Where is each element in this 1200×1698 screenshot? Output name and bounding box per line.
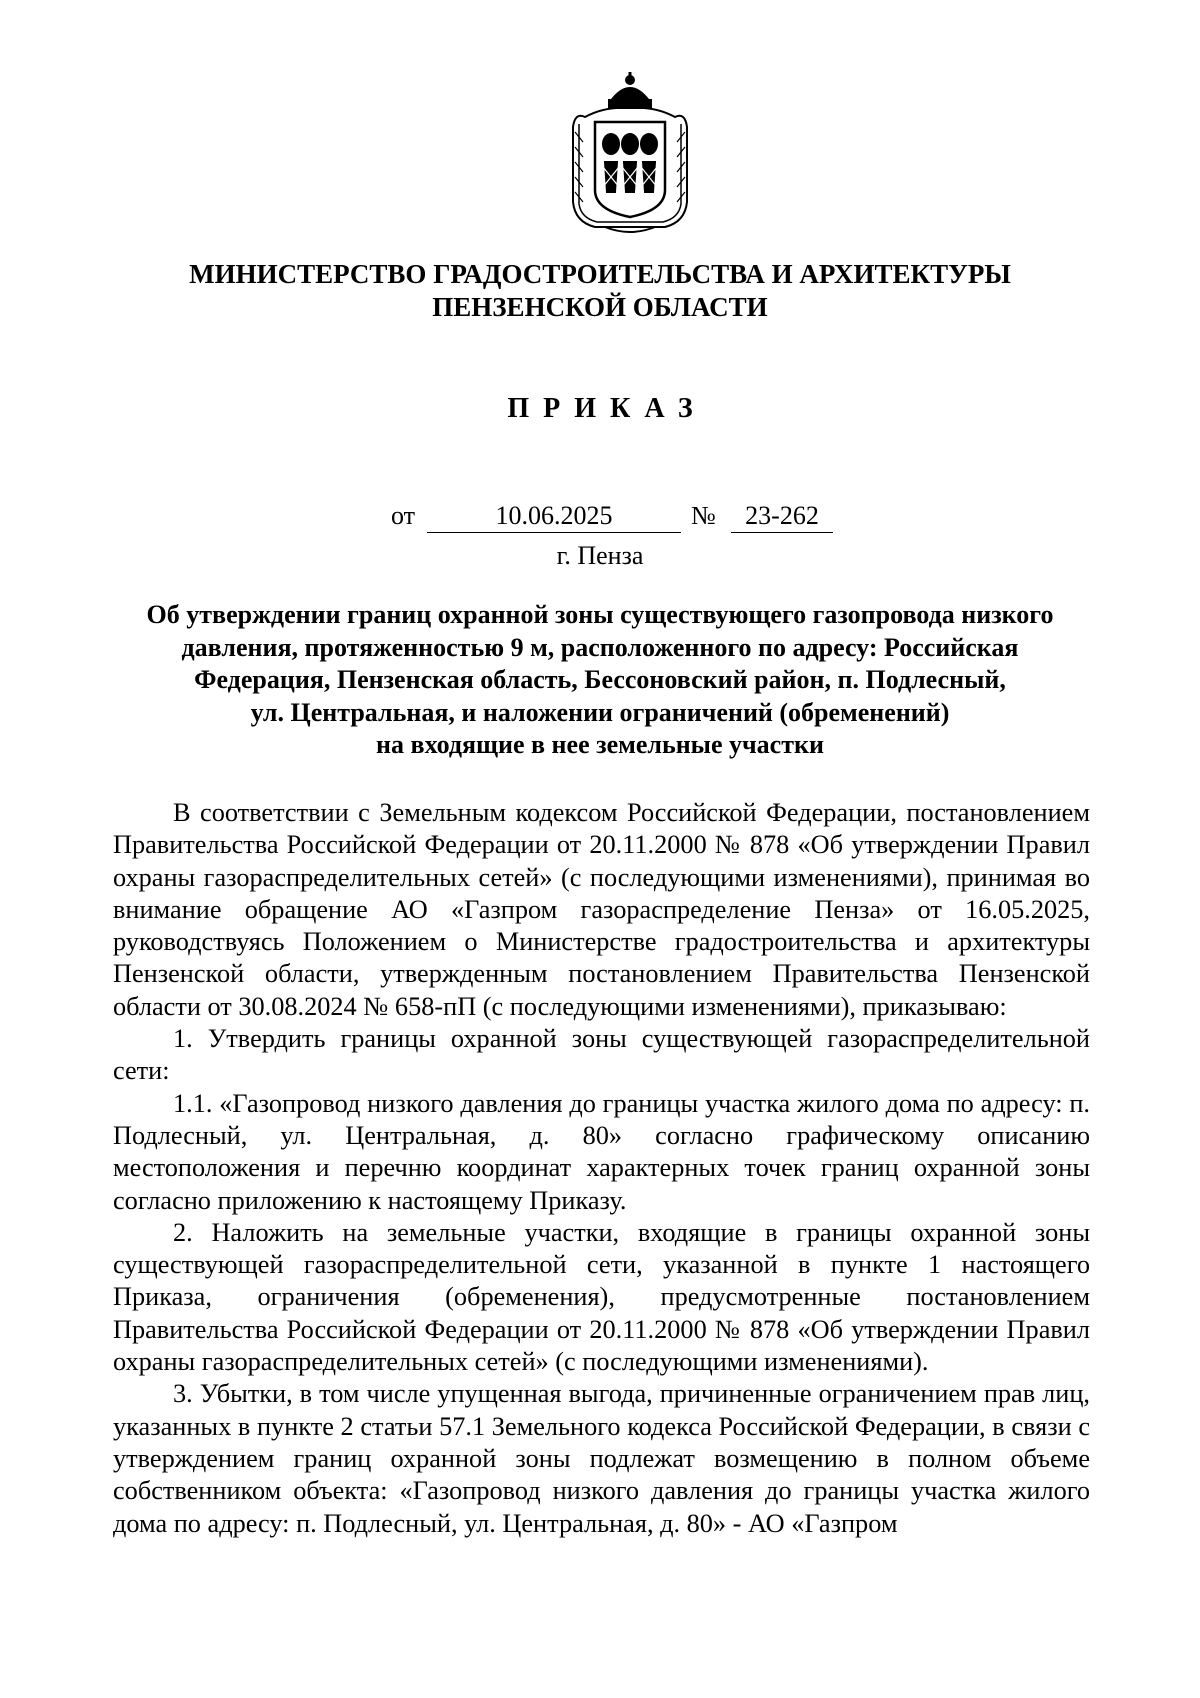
order-number: 23-262 [731, 500, 833, 533]
subject-line: ул. Центральная, и наложении ограничений (обременений) [250, 697, 950, 727]
body-paragraph-item-3: 3. Убытки, в том числе упущенная выгода, причиненные ограничением прав лиц, указанных в пункте 2 статьи 57.1 Земельного кодекса Российской Федерации, в связи с утверждением границ охранной зоны подлежат возмещению в полном объеме собственником объекта: «Газопровод низкого давления до границы участка жилого дома по адресу: п. Подлесный, ул. Центральная, д. 80» - АО «Газпром [113, 1379, 1090, 1538]
subject-line: Об утверждении границ охранной зоны существующего газопровода низкого [146, 600, 1054, 629]
date-prefix: от [391, 501, 416, 530]
order-title: ПРИКАЗ [507, 393, 707, 424]
order-date: 10.06.2025 [427, 500, 681, 533]
number-prefix: № [691, 501, 716, 530]
order-body [113, 797, 1090, 1540]
coat-of-arms-emblem-icon [565, 72, 695, 237]
body-paragraph-item-2: 2. Наложить на земельные участки, входящие в границы охранной зоны существующей газораспределительной сети, указанной в пункте 1 настоящего Приказа, ограничения (обременения), предусмотренные постановлением Правительства Российской Федерации от 20.11.2000 № 878 «Об утверждении Правил охраны газораспределительных сетей» (с последующими изменениями). [113, 1217, 1090, 1377]
ministry-name [100, 258, 1100, 324]
ministry-name-line2: ПЕНЗЕНСКОЙ ОБЛАСТИ [432, 292, 768, 322]
order-subject [112, 599, 1088, 762]
body-paragraph-item-1: 1. Утвердить границы охранной зоны существующей газораспределительной сети: [113, 1024, 1090, 1086]
city-name: г. Пенза [556, 541, 644, 570]
body-paragraph-item-1-1: 1.1. «Газопровод низкого давления до границы участка жилого дома по адресу: п. Подлесный, ул. Центральная, д. 80» согласно графическому описанию местоположения и перечню координат характерных точек границ охранной зоны согласно приложению к настоящему Приказу. [113, 1088, 1090, 1215]
subject-line: давления, протяженностью 9 м, расположенного по адресу: Российская [181, 632, 1019, 662]
ministry-name-line1: МИНИСТЕРСТВО ГРАДОСТРОИТЕЛЬСТВА И АРХИТЕКТУРЫ [189, 259, 1011, 289]
subject-line: на входящие в нее земельные участки [376, 730, 824, 759]
subject-line: Федерация, Пензенская область, Бессоновский район, п. Подлесный, [194, 665, 1006, 694]
body-paragraph-preamble: В соответствии с Земельным кодексом Российской Федерации, постановлением Правительства Российской Федерации от 20.11.2000 № 878 «Об утверждении Правил охраны газораспределительных сетей» (с последующими изменениями), принимая во внимание обращение АО «Газпром газораспределение Пенза» от 16.05.2025, руководствуясь Положением о Министерстве градостроительства и архитектуры Пензенской области, утвержденным постановлением Правительства Пензенской области от 30.08.2024 № 658-пП (с последующими изменениями), приказываю: [113, 798, 1090, 1021]
